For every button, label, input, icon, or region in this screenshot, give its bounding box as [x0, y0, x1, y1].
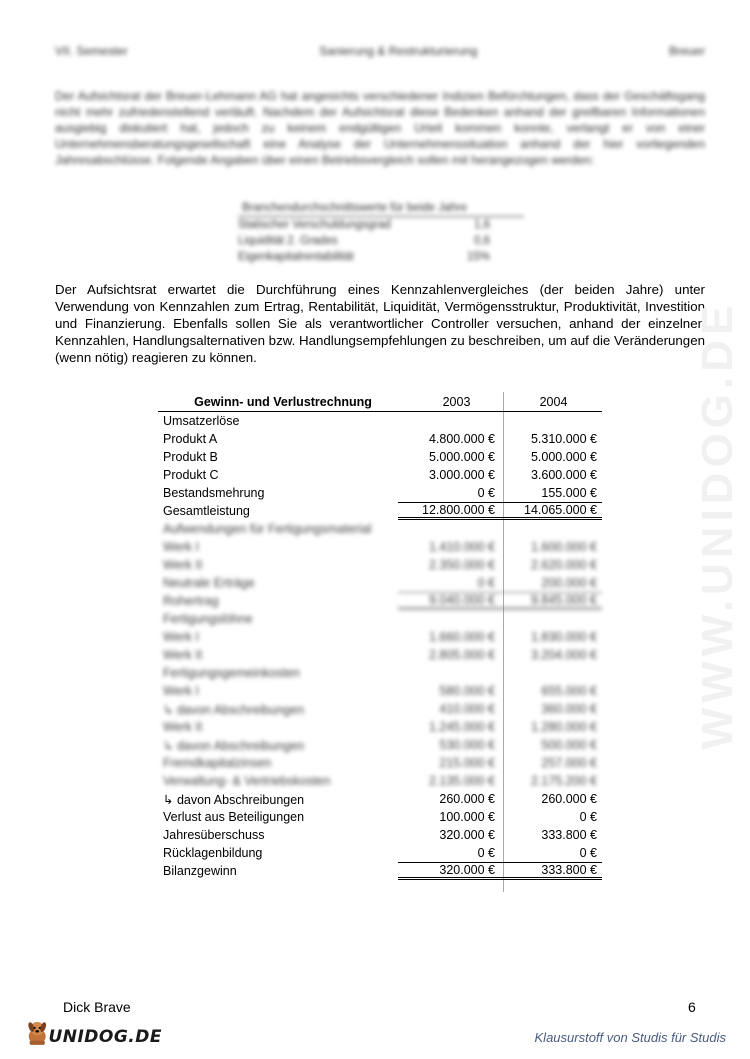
row-label: ↳ davon Abschreibungen	[163, 738, 305, 753]
benchmark-label: Liquidität 2. Grades	[238, 235, 338, 247]
benchmark-heading: Branchendurchschnittswerte für beide Jahre	[238, 200, 524, 217]
benchmark-label: Statischer Verschuldungsgrad	[238, 219, 391, 231]
value-2003: 5.000.000 €	[428, 450, 495, 464]
benchmark-label: Eigenkapitalrentabilität	[238, 251, 354, 263]
page-header	[55, 44, 705, 60]
table-row	[158, 538, 602, 556]
row-label: Umsatzerlöse	[163, 414, 240, 428]
value-2004: 257.000 €	[541, 756, 597, 770]
benchmark-value: 0,6	[474, 235, 490, 247]
table-row	[158, 646, 602, 664]
table-row	[158, 466, 602, 484]
value-2004: 360.000 €	[541, 702, 597, 716]
value-2004: 1.280.000 €	[530, 720, 597, 734]
value-2004: 200.000 €	[541, 576, 597, 590]
value-2004: 1.830.000 €	[530, 630, 597, 644]
table-row	[158, 718, 602, 736]
value-2003: 1.660.000 €	[428, 630, 495, 644]
benchmark-row	[238, 217, 524, 233]
value-2004: 2.620.000 €	[530, 558, 597, 572]
row-label: Produkt C	[163, 468, 219, 482]
value-2004: 0 €	[579, 810, 597, 824]
table-row	[158, 412, 602, 430]
table-row	[158, 610, 602, 628]
value-2003: 260.000 €	[439, 792, 495, 806]
row-label: ↳ davon Abschreibungen	[163, 702, 305, 717]
row-label: Fertigungsgemeinkosten	[163, 666, 300, 680]
benchmark-value: 15%	[466, 251, 490, 263]
table-header-row	[158, 392, 602, 412]
column-header-2003: 2003	[442, 394, 471, 409]
table-row	[158, 592, 602, 610]
value-2003: 2.135.000 €	[428, 774, 495, 788]
value-2003: 1.245.000 €	[428, 720, 495, 734]
row-label: Jahresüberschuss	[163, 828, 265, 842]
value-2004: 155.000 €	[541, 486, 597, 500]
value-2003: 4.800.000 €	[428, 432, 495, 446]
value-2003: 320.000 €	[439, 828, 495, 842]
value-2004: 333.800 €	[541, 828, 597, 842]
table-row	[158, 574, 602, 592]
benchmark-table	[238, 200, 524, 265]
value-2003: 320.000 €	[398, 862, 500, 880]
table-row	[158, 862, 602, 880]
value-2003: 9.040.000 €	[398, 592, 500, 610]
row-label: Werk I	[163, 540, 199, 554]
value-2003: 0 €	[477, 576, 495, 590]
value-2003: 0 €	[477, 846, 495, 860]
row-label: Fertigungslöhne	[163, 612, 253, 626]
value-2004: 1.600.000 €	[530, 540, 597, 554]
table-row	[158, 754, 602, 772]
row-label: Werk I	[163, 630, 199, 644]
row-label: Verwaltung- & Vertriebskosten	[163, 774, 331, 788]
table-row	[158, 448, 602, 466]
table-row	[158, 502, 602, 520]
table-row	[158, 808, 602, 826]
value-2004: 655.000 €	[541, 684, 597, 698]
table-row	[158, 628, 602, 646]
value-2004: 3.204.000 €	[530, 648, 597, 662]
value-2003: 0 €	[477, 486, 495, 500]
header-semester: VII. Semester	[55, 44, 128, 58]
value-2004: 2.175.200 €	[530, 774, 597, 788]
table-row	[158, 700, 602, 718]
value-2004: 9.845.000 €	[500, 592, 602, 610]
benchmark-row	[238, 249, 524, 265]
value-2003: 215.000 €	[439, 756, 495, 770]
row-label: Rohertrag	[163, 594, 219, 608]
task-paragraph: Der Aufsichtsrat erwartet die Durchführung eines Kennzahlenvergleiches (der beiden Jahre) unter Verwendung von Kennzahlen zum Ertrag, Rentabilität, Liquidität, Vermögensstruktur, Produktivität, Investition und Finanzierung. Ebenfalls sollen Sie als verantwortlicher Controller versuchen, anhand der einzelnen Kennzahlen, Handlungsalternativen bzw. Handlungsempfehlungen zu beschreiben, um auf die Veränderungen (wenn nötig) reagieren zu können.	[55, 282, 705, 365]
watermark: WWW.UNIDOG.DE	[693, 300, 742, 750]
header-course: Sanierung & Restrukturierung	[319, 44, 478, 58]
value-2004: 500.000 €	[541, 738, 597, 752]
table-row	[158, 556, 602, 574]
value-2003: 530.000 €	[439, 738, 495, 752]
row-label: Aufwendungen für Fertigungsmaterial	[163, 522, 372, 536]
header-author: Breuer	[668, 44, 705, 58]
column-header-2004: 2004	[539, 394, 568, 409]
row-label: Bilanzgewinn	[163, 864, 237, 878]
table-row	[158, 736, 602, 754]
table-row	[158, 520, 602, 538]
value-2004: 5.000.000 €	[530, 450, 597, 464]
value-2003: 3.000.000 €	[428, 468, 495, 482]
row-label: Gesamtleistung	[163, 504, 250, 518]
row-label: Werk II	[163, 558, 203, 572]
value-2004: 0 €	[579, 846, 597, 860]
table-row	[158, 826, 602, 844]
table-row	[158, 664, 602, 682]
table-body	[158, 412, 602, 880]
table-row	[158, 484, 602, 502]
value-2003: 580.000 €	[439, 684, 495, 698]
row-label: Fremdkapitalzinsen	[163, 756, 272, 770]
value-2004: 5.310.000 €	[530, 432, 597, 446]
value-2003: 100.000 €	[439, 810, 495, 824]
value-2004: 260.000 €	[541, 792, 597, 806]
row-label: Verlust aus Beteiligungen	[163, 810, 305, 824]
footer-tagline: Klausurstoff von Studis für Studis	[534, 1030, 726, 1045]
row-label: Werk I	[163, 684, 199, 698]
benchmark-row	[238, 233, 524, 249]
table-row	[158, 844, 602, 862]
row-label: Produkt B	[163, 450, 218, 464]
row-label: Bestandsmehrung	[163, 486, 265, 500]
row-label: Neutrale Erträge	[163, 576, 255, 590]
value-2003: 1.410.000 €	[428, 540, 495, 554]
value-2003: 12.800.000 €	[398, 502, 500, 520]
row-label: Produkt A	[163, 432, 218, 446]
value-2003: 410.000 €	[439, 702, 495, 716]
row-label: Werk II	[163, 720, 203, 734]
value-2004: 333.800 €	[500, 862, 602, 880]
unidog-logo	[22, 1015, 162, 1051]
intro-paragraph: Der Aufsichtsrat der Breuer-Lehmann AG hat angesichts verschiedener Indizien Befürchtungen, dass der Geschäftsgang nicht mehr zufriedenstellend verläuft. Nachdem der Aufsichtsrat diese Bedenken anhand der greifbaren Informationen ausgiebig diskutiert hat, jedoch zu keinem endgültigen Urteil kommen konnte, verlangt er von einer Unternehmensberatungsgesellschaft eine Analyse der Unternehmenssituation anhand der hier vorliegenden Jahresabschlüsse. Folgende Angaben über einen Betriebsvergleich sollen mit herangezogen werden:	[55, 89, 705, 167]
value-2004: 3.600.000 €	[530, 468, 597, 482]
table-title: Gewinn- und Verlustrechnung	[194, 394, 372, 409]
page-number: 6	[688, 999, 696, 1015]
table-row	[158, 430, 602, 448]
row-label: ↳ davon Abschreibungen	[163, 792, 305, 807]
table-row	[158, 772, 602, 790]
table-row	[158, 790, 602, 808]
value-2003: 2.805.000 €	[428, 648, 495, 662]
row-label: Rücklagenbildung	[163, 846, 263, 860]
row-label: Werk II	[163, 648, 203, 662]
logo-text: UNIDOG.DE	[48, 1027, 162, 1047]
benchmark-value: 1,6	[474, 219, 490, 231]
value-2003: 2.350.000 €	[428, 558, 495, 572]
value-2004: 14.065.000 €	[500, 502, 602, 520]
footer-author: Dick Brave	[63, 999, 131, 1015]
income-statement-table	[158, 392, 602, 880]
table-row	[158, 682, 602, 700]
